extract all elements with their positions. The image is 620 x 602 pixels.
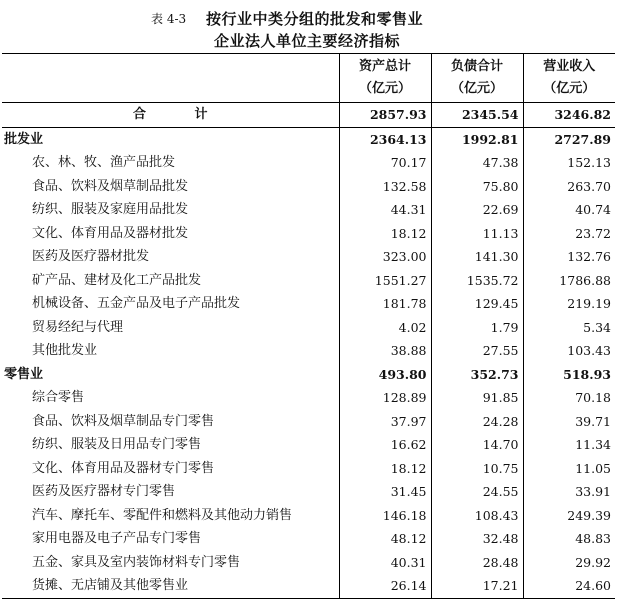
row-liabilities: 1.79 [431,316,523,340]
category-revenue: 518.93 [523,363,615,387]
row-revenue: 219.19 [523,292,615,316]
row-liabilities: 47.38 [431,151,523,175]
table-title-line1: 按行业中类分组的批发和零售业 [206,10,424,28]
table-row [2,386,615,410]
row-revenue: 103.43 [523,339,615,363]
table-row [2,480,615,504]
row-revenue: 263.70 [523,175,615,199]
row-label: 文化、体育用品及器材专门零售 [32,460,215,476]
table-row [2,292,615,316]
row-liabilities: 91.85 [431,386,523,410]
row-label: 货摊、无店铺及其他零售业 [32,578,189,593]
table-row [2,316,615,340]
row-label: 农、林、牧、渔产品批发 [32,155,176,170]
table-row [2,175,615,199]
row-assets: 16.62 [339,433,431,457]
row-assets: 18.12 [339,457,431,481]
table-row [2,504,615,528]
row-revenue: 29.92 [523,551,615,575]
header-revenue [523,54,615,103]
row-liabilities: 10.75 [431,457,523,481]
table-row [2,574,615,598]
row-liabilities: 75.80 [431,175,523,199]
row-assets: 4.02 [339,316,431,340]
row-label: 矿产品、建材及化工产品批发 [32,272,202,288]
row-liabilities: 141.30 [431,245,523,269]
row-revenue: 70.18 [523,386,615,410]
row-revenue: 39.71 [523,410,615,434]
header-revenue-name: 营业收入 [543,59,596,74]
category-assets: 493.80 [339,363,431,387]
economic-indicators-table [2,53,615,599]
row-assets: 26.14 [339,574,431,598]
header-category-cell [2,54,339,103]
row-liabilities: 24.55 [431,480,523,504]
row-assets: 38.88 [339,339,431,363]
row-liabilities: 11.13 [431,222,523,246]
row-label: 纺织、服装及日用品专门零售 [32,437,202,452]
row-revenue: 132.76 [523,245,615,269]
table-title-line2: 企业法人单位主要经济指标 [214,32,401,50]
row-liabilities: 27.55 [431,339,523,363]
total-row [2,103,615,128]
row-revenue: 40.74 [523,198,615,222]
category-liabilities: 1992.81 [431,127,523,151]
total-revenue: 3246.82 [523,103,615,128]
row-label: 贸易经纪与代理 [32,319,124,335]
table-row [2,339,615,363]
header-liabilities-name: 负债合计 [450,59,503,74]
category-label: 批发业 [4,131,44,147]
total-assets: 2857.93 [339,103,431,128]
row-revenue: 5.34 [523,316,615,340]
row-revenue: 11.34 [523,433,615,457]
table-row [2,410,615,434]
row-assets: 48.12 [339,527,431,551]
table-row [2,457,615,481]
row-label: 综合零售 [32,390,85,405]
row-label: 其他批发业 [32,343,98,358]
row-assets: 31.45 [339,480,431,504]
row-assets: 323.00 [339,245,431,269]
row-label: 医药及医疗器材批发 [32,249,150,264]
category-assets: 2364.13 [339,127,431,151]
table-header-row [2,54,615,103]
row-liabilities: 14.70 [431,433,523,457]
row-label: 家用电器及电子产品专门零售 [32,531,202,546]
row-label: 纺织、服装及家庭用品批发 [32,202,189,217]
row-liabilities: 22.69 [431,198,523,222]
header-liabilities [431,54,523,103]
row-label: 食品、饮料及烟草制品批发 [32,178,189,194]
row-revenue: 48.83 [523,527,615,551]
table-row [2,269,615,293]
row-liabilities: 17.21 [431,574,523,598]
total-label: 合 计 [2,103,339,128]
table-row [2,527,615,551]
table-row [2,151,615,175]
category-liabilities: 352.73 [431,363,523,387]
row-assets: 146.18 [339,504,431,528]
row-assets: 40.31 [339,551,431,575]
table-row [2,551,615,575]
category-label: 零售业 [4,366,44,382]
row-revenue: 11.05 [523,457,615,481]
category-row-retail [2,363,615,387]
row-assets: 128.89 [339,386,431,410]
table-row [2,222,615,246]
row-label: 医药及医疗器材专门零售 [32,484,176,499]
header-liabilities-unit: （亿元） [450,81,503,96]
header-revenue-unit: （亿元） [543,81,596,96]
row-revenue: 1786.88 [523,269,615,293]
row-label: 文化、体育用品及器材批发 [32,225,189,241]
row-label: 食品、饮料及烟草制品专门零售 [32,413,215,429]
header-assets-name: 资产总计 [358,59,411,74]
row-assets: 1551.27 [339,269,431,293]
row-liabilities: 108.43 [431,504,523,528]
table-row [2,198,615,222]
row-revenue: 249.39 [523,504,615,528]
row-label: 机械设备、五金产品及电子产品批发 [32,296,241,311]
row-assets: 18.12 [339,222,431,246]
header-assets-unit: （亿元） [358,81,411,96]
row-liabilities: 24.28 [431,410,523,434]
row-revenue: 24.60 [523,574,615,598]
table-number-label: 表 4-3 [151,12,187,26]
row-assets: 132.58 [339,175,431,199]
row-assets: 70.17 [339,151,431,175]
category-revenue: 2727.89 [523,127,615,151]
row-liabilities: 28.48 [431,551,523,575]
row-liabilities: 32.48 [431,527,523,551]
row-label: 五金、家具及室内装饰材料专门零售 [32,554,241,570]
row-assets: 37.97 [339,410,431,434]
row-assets: 181.78 [339,292,431,316]
table-row [2,433,615,457]
table-title-block [0,6,620,52]
row-liabilities: 1535.72 [431,269,523,293]
table-row [2,245,615,269]
row-revenue: 33.91 [523,480,615,504]
row-revenue: 152.13 [523,151,615,175]
row-liabilities: 129.45 [431,292,523,316]
category-row-wholesale [2,127,615,151]
row-assets: 44.31 [339,198,431,222]
row-label: 汽车、摩托车、零配件和燃料及其他动力销售 [32,507,293,523]
total-liabilities: 2345.54 [431,103,523,128]
header-assets [339,54,431,103]
row-revenue: 23.72 [523,222,615,246]
